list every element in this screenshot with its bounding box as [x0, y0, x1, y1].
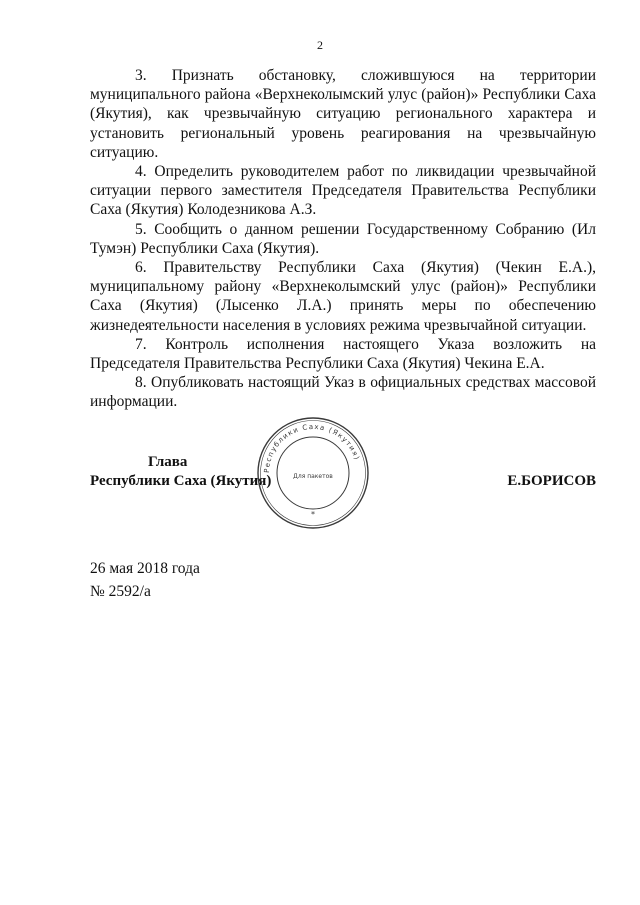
decree-body	[90, 66, 596, 412]
paragraph-5: 5. Сообщить о данном решении Государственному Собранию (Ил Тумэн) Республики Саха (Якутия).	[90, 220, 596, 257]
signatory-office: Республики Саха (Якутия)	[90, 473, 272, 489]
paragraph-8: 8. Опубликовать настоящий Указ в официальных средствах массовой информации.	[90, 374, 596, 411]
seal-inner-text: Для пакетов	[293, 473, 333, 480]
paragraph-6: 6. Правительству Республики Саха (Якутия) (Чекин Е.А.), муниципальному району «Верхнеколымский улус (район)» Республики Саха (Якутия) (Лысенко Л.А.) принять меры по обеспечению жизнедеятельности населения в условиях режима чрезвычайной ситуации.	[90, 259, 596, 334]
paragraph-7: 7. Контроль исполнения настоящего Указа возложить на Председателя Правительства Республики Саха (Якутия) Чекина Е.А.	[90, 335, 596, 373]
signatory-name: Е.БОРИСОВ	[507, 473, 596, 489]
seal-outer-text: Республики Саха (Якутия)	[262, 422, 362, 474]
signatory-title: Глава	[148, 454, 188, 470]
document-date: 26 мая 2018 года	[90, 560, 200, 577]
seal-star-icon: *	[311, 510, 315, 519]
document-number: № 2592/а	[90, 583, 151, 600]
paragraph-4: 4. Определить руководителем работ по ликвидации чрезвычайной ситуации первого заместителя Председателя Правительства Республики Саха (Якутия) Колодезникова А.З.	[90, 163, 596, 219]
paragraph-3: 3. Признать обстановку, сложившуюся на территории муниципального района «Верхнеколымский улус (район)» Республики Саха (Якутия), как чрезвычайную ситуацию регионального характера и установить региональный уровень реагирования на чрезвычайную ситуацию.	[90, 67, 596, 161]
page-number: 2	[317, 38, 323, 52]
official-seal	[256, 416, 370, 530]
